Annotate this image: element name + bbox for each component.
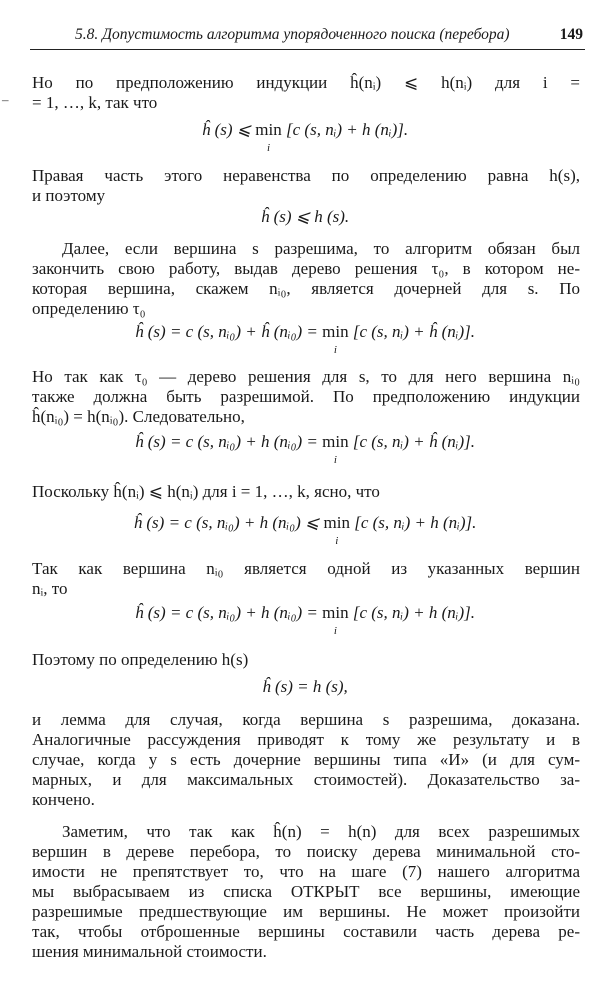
text-line: Но по предположению индукции ĥ(nᵢ) ⩽ h(nᵢ) для i =: [32, 73, 580, 92]
text-line: Правая часть этого неравенства по определению равна h(s),: [32, 166, 580, 185]
page-number: 149: [559, 26, 583, 43]
eq-lhs: ĥ (s) ⩽: [201, 120, 256, 139]
eq-rhs: [c (s, nᵢ) + ĥ (nᵢ)].: [348, 432, 475, 451]
eq-lhs: ĥ (s) = c (s, nᵢ₀) + h (nᵢ₀) ⩽: [133, 513, 324, 532]
text-line: также должна быть разрешимой. По предположению индукции: [32, 387, 580, 406]
min-operator: min i: [322, 432, 348, 452]
min-operator: min i: [322, 603, 348, 623]
text-line: Но так как τ₀ — дерево решения для s, то для него вершина nᵢ₀: [32, 367, 580, 386]
text-line: Аналогичные рассуждения приводят к тому же результату и в: [32, 730, 580, 749]
running-title: 5.8. Допустимость алгоритма упорядоченного поиска (перебора): [75, 26, 510, 43]
equation-6: [0, 603, 610, 623]
text-line: Поскольку ĥ(nᵢ) ⩽ h(nᵢ) для i = 1, …, k, ясно, что: [32, 482, 380, 501]
text-line: = 1, …, k, так что: [32, 93, 158, 112]
text-line: которая вершина, скажем nᵢ₀, является дочерней для s. По: [32, 279, 580, 298]
eq-rhs: [c (s, nᵢ) + ĥ (nᵢ)].: [348, 322, 475, 341]
eq-lhs: ĥ (s) = c (s, nᵢ₀) + h (nᵢ₀) =: [135, 603, 323, 622]
text-line: ĥ(nᵢ₀) = h(nᵢ₀). Следовательно,: [32, 407, 245, 426]
text-line: марных, и для максимальных стоимостей). Доказательство за-: [32, 770, 580, 789]
min-operator: min i: [322, 322, 348, 342]
text-line: разрешимые предшествующие им вершины. Не может произойти: [32, 902, 580, 921]
equation-2: ĥ (s) ⩽ h (s).: [260, 207, 350, 226]
equation-3: [0, 322, 610, 342]
text-line: и лемма для случая, когда вершина s разрешима, доказана.: [32, 710, 580, 729]
eq-rhs: [c (s, nᵢ) + h (nᵢ)].: [349, 513, 477, 532]
text-line: шения минимальной стоимости.: [32, 942, 267, 961]
text-line: так, чтобы отброшенные вершины составили часть дерева ре-: [32, 922, 580, 941]
min-operator: min i: [255, 120, 281, 140]
text-line: кончено.: [32, 790, 95, 809]
eq-lhs: ĥ (s) = c (s, nᵢ₀) + ĥ (nᵢ₀) =: [135, 322, 323, 341]
text-line: и поэтому: [32, 186, 106, 205]
eq-lhs: ĥ (s) = c (s, nᵢ₀) + h (nᵢ₀) =: [135, 432, 323, 451]
text-line: Так как вершина nᵢ₀ является одной из указанных вершин: [32, 559, 580, 578]
text-line: Поэтому по определению h(s): [32, 650, 249, 669]
text-line: случае, когда у s есть дочерние вершины типа «И» (и для сум-: [32, 750, 580, 769]
min-operator: min i: [324, 513, 350, 533]
margin-mark: –: [2, 92, 9, 107]
text-line: имости не препятствует то, что на шаге (7) нашего алгоритма: [32, 862, 580, 881]
text-line: определению τ₀: [32, 299, 146, 318]
eq-rhs: [c (s, nᵢ) + h (nᵢ)].: [348, 603, 475, 622]
text-line: мы выбрасываем из списка ОТКРЫТ все вершины, имеющие: [32, 882, 580, 901]
header-rule: [30, 49, 585, 50]
equation-7: ĥ (s) = h (s),: [262, 677, 348, 696]
eq-rhs: [c (s, nᵢ) + h (nᵢ)].: [281, 120, 409, 139]
text-line: nᵢ, то: [32, 579, 68, 598]
text-line: Заметим, что так как ĥ(n) = h(n) для всех разрешимых: [62, 822, 580, 841]
text-line: вершин в дереве перебора, то поиску дерева минимальной сто-: [32, 842, 580, 861]
equation-5: [0, 513, 610, 533]
text-line: закончить свою работу, выдав дерево решения τ₀, в котором не-: [32, 259, 580, 278]
equation-4: [0, 432, 610, 452]
equation-1: [0, 120, 610, 140]
text-line: Далее, если вершина s разрешима, то алгоритм обязан был: [62, 239, 580, 258]
running-header: [30, 26, 585, 48]
